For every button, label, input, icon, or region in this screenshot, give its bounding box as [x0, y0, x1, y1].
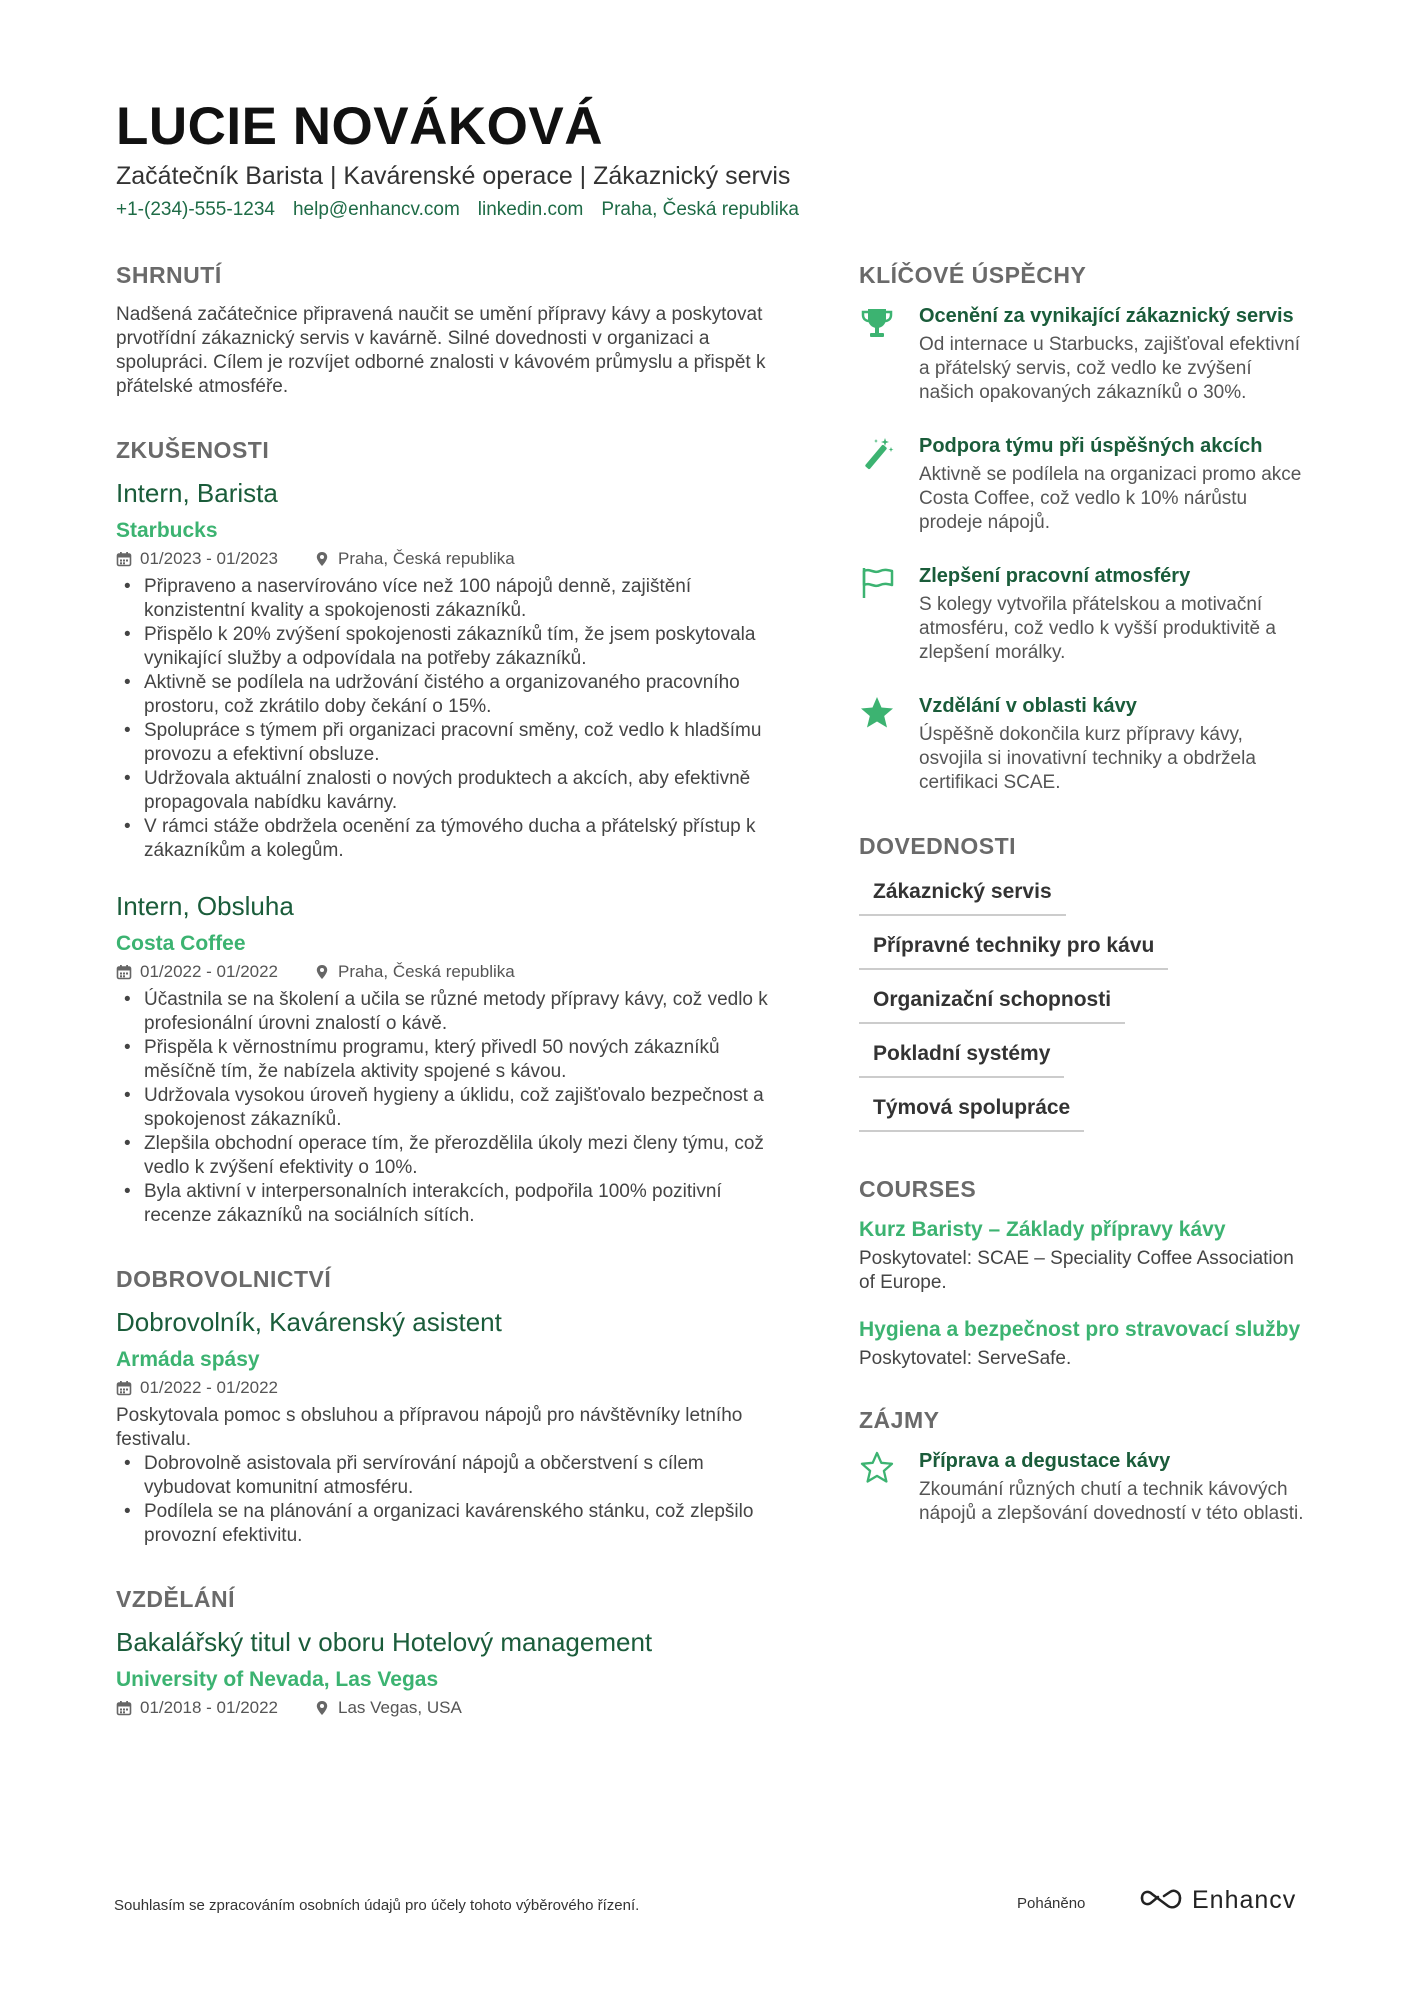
volunteer-role: Dobrovolník, Kavárenský asistent: [116, 1307, 502, 1337]
entry-dates: 01/2023 - 01/2023: [140, 549, 279, 568]
course-provider: Poskytovatel: ServeSafe.: [859, 1348, 1072, 1369]
entry-dates: 01/2022 - 01/2022: [140, 1378, 279, 1397]
consent-text: Souhlasím se zpracováním osobních údajů pro účely tohoto výběrového řízení.: [114, 1897, 640, 1914]
volunteer-description: Poskytovala pomoc s obsluhou a přípravou nápojů pro návštěvníky letního festivalu.: [116, 1405, 743, 1450]
enhancv-logo-icon: [1138, 1886, 1184, 1915]
section-title: KLÍČOVÉ ÚSPĚCHY: [859, 262, 1087, 288]
achievement-title: Vzdělání v oblasti kávy: [919, 695, 1137, 717]
candidate-name: LUCIE NOVÁKOVÁ: [116, 97, 603, 156]
interest-description: Zkoumání různých chutí a technik kávových nápojů a zlepšování dovedností v této oblasti.: [919, 1479, 1304, 1524]
right-column: [859, 262, 1309, 1564]
location-pin-icon: [314, 551, 330, 567]
achievements-section: [859, 262, 1309, 795]
bullet-list: [116, 988, 776, 1228]
bullet-item: • Aktivně se podílela na udržování čistého a organizovaného pracovního prostoru, což zkrátilo doby čekání o 15%.: [116, 671, 776, 719]
courses-section: [859, 1176, 1309, 1371]
brand-name: Enhancv: [1192, 1886, 1297, 1914]
achievement-description: Aktivně se podílela na organizaci promo akce Costa Coffee, což vedlo k 10% nárůstu prodeje nápojů.: [919, 464, 1302, 533]
star-icon: [859, 693, 903, 795]
left-column: [116, 262, 776, 1756]
job-title: Intern, Barista: [116, 478, 278, 508]
achievement-description: Od internace u Starbucks, zajišťoval efektivní a přátelský servis, což vedlo ke zvýšení našich opakovaných zákazníků o 30%.: [919, 334, 1300, 403]
entry-meta: [116, 549, 776, 569]
entry-dates: 01/2018 - 01/2022: [140, 1698, 279, 1717]
achievement-item: [859, 303, 1309, 405]
education-section: [116, 1586, 776, 1718]
flag-icon: [859, 563, 903, 665]
course-title: Hygiena a bezpečnost pro stravovací služby: [859, 1318, 1301, 1341]
interests-section: [859, 1407, 1309, 1526]
course-title: Kurz Baristy – Základy přípravy kávy: [859, 1218, 1226, 1241]
section-title: DOBROVOLNICTVÍ: [116, 1266, 332, 1292]
organization-name: Armáda spásy: [116, 1348, 260, 1371]
section-title: ZÁJMY: [859, 1407, 940, 1433]
star-outline-icon: [859, 1448, 903, 1526]
skills-section: [859, 833, 1309, 1150]
skills-list: [859, 880, 1309, 1150]
phone-link[interactable]: +1-(234)-555-1234: [116, 199, 275, 220]
achievement-item: [859, 693, 1309, 795]
interest-item: [859, 1448, 1309, 1526]
skill-tag: Přípravné techniky pro kávu: [859, 934, 1168, 970]
bullet-item: • Podílela se na plánování a organizaci kavárenského stánku, což zlepšilo provozní efektivitu.: [116, 1500, 776, 1548]
company-name: Costa Coffee: [116, 932, 246, 955]
bullet-item: • V rámci stáže obdržela ocenění za týmového ducha a přátelský přístup k zákazníkům a kolegům.: [116, 815, 776, 863]
entry-dates: 01/2022 - 01/2022: [140, 962, 279, 981]
headline: Začátečník Barista | Kavárenské operace | Zákaznický servis: [116, 162, 791, 190]
skill-tag: Pokladní systémy: [859, 1042, 1064, 1078]
course-item: [859, 1217, 1309, 1295]
degree-title: Bakalářský titul v oboru Hotelový management: [116, 1627, 653, 1657]
calendar-icon: [116, 1700, 132, 1716]
contact-bar: [116, 199, 799, 221]
skill-tag: Organizační schopnosti: [859, 988, 1125, 1024]
summary-text: Nadšená začátečnice připravená naučit se umění přípravy kávy a poskytovat prvotřídní zákaznický servis v kavárně. Silné dovednosti v organizaci a spolupráci. Cílem je rozvíjet odborné znalosti v kávovém průmyslu a přispět k přátelské atmosféře.: [116, 304, 766, 397]
calendar-icon: [116, 1380, 132, 1396]
bullet-item: • Připraveno a naservírováno více než 100 nápojů denně, zajištění konzistentní kvality a spokojenosti zákazníků.: [116, 575, 776, 623]
course-item: [859, 1317, 1309, 1371]
job-title: Intern, Obsluha: [116, 891, 294, 921]
bullet-item: • Účastnila se na školení a učila se různé metody přípravy kávy, což vedlo k profesionální úrovni znalostí o kávě.: [116, 988, 776, 1036]
interest-title: Příprava a degustace kávy: [919, 1450, 1171, 1472]
achievement-title: Podpora týmu při úspěšných akcích: [919, 435, 1263, 457]
calendar-icon: [116, 964, 132, 980]
achievement-title: Ocenění za vynikající zákaznický servis: [919, 305, 1294, 327]
achievement-description: S kolegy vytvořila přátelskou a motivační atmosféru, což vedlo k vyšší produktivitě a zlepšení morálky.: [919, 594, 1276, 663]
entry-location: Praha, Česká republika: [338, 549, 515, 568]
entry-location: Praha, Česká republika: [338, 962, 515, 981]
company-name: Starbucks: [116, 519, 218, 542]
entry-meta: [116, 1698, 776, 1718]
experience-section: [116, 437, 776, 1228]
achievement-description: Úspěšně dokončila kurz přípravy kávy, osvojila si inovativní techniky a obdržela certifikaci SCAE.: [919, 724, 1256, 793]
achievement-item: [859, 433, 1309, 535]
entry-meta: [116, 962, 776, 982]
school-name: University of Nevada, Las Vegas: [116, 1668, 439, 1691]
bullet-item: • Přispěla k věrnostnímu programu, který přivedl 50 nových zákazníků měsíčně tím, že nabízela aktivity spojené s kávou.: [116, 1036, 776, 1084]
location-text: Praha, Česká republika: [601, 199, 799, 220]
bullet-item: • Udržovala vysokou úroveň hygieny a úklidu, což zajišťovalo bezpečnost a spokojenost zákazníků.: [116, 1084, 776, 1132]
bullet-list: [116, 575, 776, 863]
entry-location: Las Vegas, USA: [338, 1698, 462, 1717]
bullet-item: • Přispělo k 20% zvýšení spokojenosti zákazníků tím, že jsem poskytovala vynikající služby a odpovídala na potřeby zákazníků.: [116, 623, 776, 671]
skill-tag: Zákaznický servis: [859, 880, 1066, 916]
skill-tag: Týmová spolupráce: [859, 1096, 1084, 1132]
section-title: SHRNUTÍ: [116, 262, 222, 288]
bullet-item: • Udržovala aktuální znalosti o nových produktech a akcích, aby efektivně propagovala nabídku kavárny.: [116, 767, 776, 815]
section-title: COURSES: [859, 1176, 977, 1202]
experience-entry: [116, 478, 776, 863]
achievement-title: Zlepšení pracovní atmosféry: [919, 565, 1191, 587]
bullet-item: • Spolupráce s týmem při organizaci pracovní směny, což vedlo k hladšímu provozu a efektivní obsluze.: [116, 719, 776, 767]
bullet-item: • Zlepšila obchodní operace tím, že přerozdělila úkoly mezi členy týmu, což vedlo k zvýšení efektivity o 10%.: [116, 1132, 776, 1180]
volunteering-section: [116, 1266, 776, 1548]
enhancv-logo[interactable]: [1138, 1886, 1296, 1915]
bullet-list: [116, 1452, 776, 1548]
calendar-icon: [116, 551, 132, 567]
section-title: DOVEDNOSTI: [859, 833, 1017, 859]
bullet-item: • Dobrovolně asistovala při servírování nápojů a občerstvení s cílem vybudovat komunitní atmosféru.: [116, 1452, 776, 1500]
achievement-item: [859, 563, 1309, 665]
trophy-icon: [859, 303, 903, 405]
experience-entry: [116, 891, 776, 1228]
entry-meta: [116, 1378, 776, 1398]
summary-section: [116, 262, 776, 399]
email-link[interactable]: help@enhancv.com: [292, 199, 460, 220]
bullet-item: • Byla aktivní v interpersonalních interakcích, podpořila 100% pozitivní recenze zákazníků na sociálních sítích.: [116, 1180, 776, 1228]
section-title: ZKUŠENOSTI: [116, 437, 270, 463]
location-pin-icon: [314, 964, 330, 980]
course-provider: Poskytovatel: SCAE – Speciality Coffee Association of Europe.: [859, 1248, 1294, 1293]
linkedin-link[interactable]: linkedin.com: [477, 199, 584, 220]
section-title: VZDĚLÁNÍ: [116, 1586, 235, 1612]
magic-wand-icon: [859, 433, 903, 535]
location-pin-icon: [314, 1700, 330, 1716]
powered-by-label: Poháněno: [1017, 1895, 1086, 1912]
